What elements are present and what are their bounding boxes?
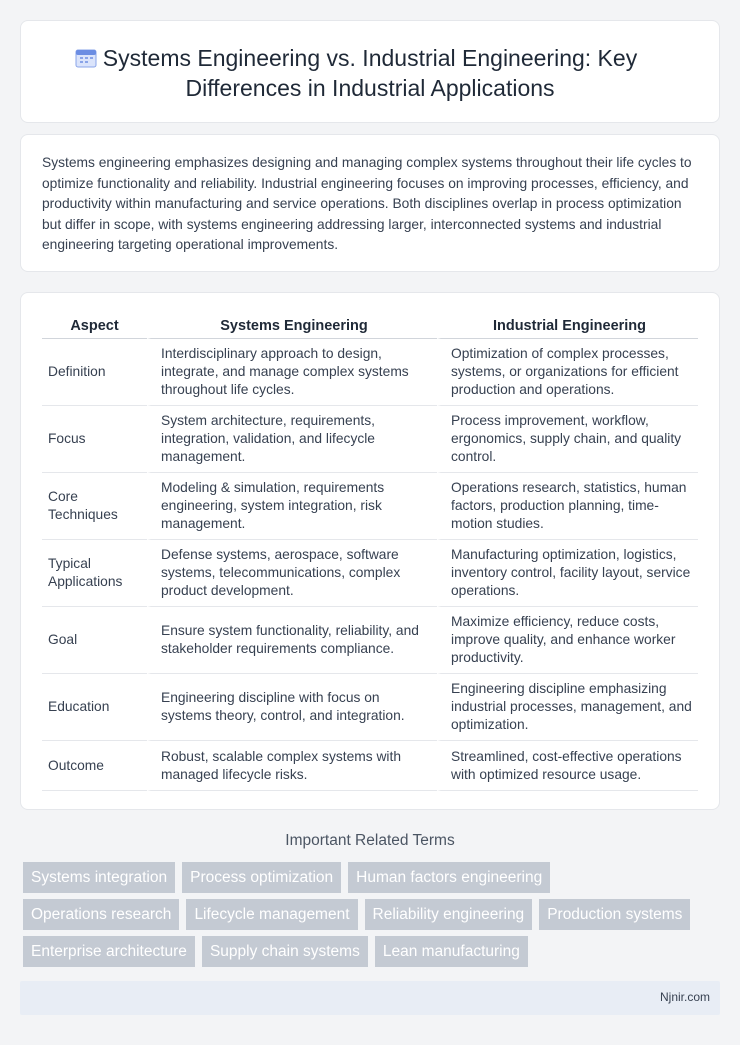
related-term-tag[interactable]: Operations research [23, 899, 179, 930]
related-term-tag[interactable]: Systems integration [23, 862, 175, 893]
related-term-tag[interactable]: Supply chain systems [202, 936, 368, 967]
intro-card [20, 134, 720, 272]
comparison-table [42, 313, 698, 791]
cell-aspect: Goal [42, 607, 147, 674]
cell-systems-engineering: Engineering discipline with focus on systems theory, control, and integration. [147, 674, 437, 741]
footer [20, 981, 720, 1015]
cell-systems-engineering: Robust, scalable complex systems with managed lifecycle risks. [147, 741, 437, 791]
related-term-tag[interactable]: Lifecycle management [186, 899, 357, 930]
related-term-tag[interactable]: Process optimization [182, 862, 341, 893]
related-term-tag[interactable]: Production systems [539, 899, 690, 930]
cell-aspect: Definition [42, 339, 147, 406]
page-title: Systems Engineering vs. Industrial Engineering: Key Differences in Industrial Applications [102, 45, 638, 101]
footer-site[interactable]: Njnir.com [659, 990, 710, 1004]
cell-aspect: Typical Applications [42, 540, 147, 607]
cell-aspect: Education [42, 674, 147, 741]
related-term-tag[interactable]: Enterprise architecture [23, 936, 195, 967]
cell-aspect: Focus [42, 406, 147, 473]
header-aspect: Aspect [42, 313, 147, 339]
cell-systems-engineering: Ensure system functionality, reliability, and stakeholder requirements compliance. [147, 607, 437, 674]
related-terms-title: Important Related Terms [285, 832, 455, 849]
intro-paragraph: Systems engineering emphasizes designing and managing complex systems throughout their life cycles to optimize functionality and reliability. Industrial engineering focuses on improving processes, efficiency, and productivity within manufacturing and service operations. Both disciplines overlap in process optimization but differ in scope, with systems engineering addressing larger, interconnected systems and industrial engineering targeting operational improvements. [42, 155, 692, 252]
title-card [20, 20, 720, 123]
header-systems-engineering: Systems Engineering [147, 313, 437, 339]
related-term-tag[interactable]: Lean manufacturing [375, 936, 528, 967]
table-row [42, 674, 698, 741]
cell-industrial-engineering: Process improvement, workflow, ergonomics, supply chain, and quality control. [437, 406, 698, 473]
cell-industrial-engineering: Optimization of complex processes, systems, or organizations for efficient production and operations. [437, 339, 698, 406]
cell-industrial-engineering: Operations research, statistics, human factors, production planning, time-motion studies. [437, 473, 698, 540]
tag-row [23, 862, 723, 893]
related-term-tag[interactable]: Reliability engineering [365, 899, 533, 930]
cell-industrial-engineering: Maximize efficiency, reduce costs, improve quality, and enhance worker productivity. [437, 607, 698, 674]
related-term-tag[interactable]: Human factors engineering [348, 862, 550, 893]
cell-systems-engineering: Modeling & simulation, requirements engineering, system integration, risk management. [147, 473, 437, 540]
related-terms-list [23, 862, 723, 973]
table-row [42, 741, 698, 791]
cell-systems-engineering: Interdisciplinary approach to design, integrate, and manage complex systems throughout life cycles. [147, 339, 437, 406]
tag-row [23, 899, 723, 930]
cell-industrial-engineering: Streamlined, cost-effective operations with optimized resource usage. [437, 741, 698, 791]
table-row [42, 339, 698, 406]
header-industrial-engineering: Industrial Engineering [437, 313, 698, 339]
cell-aspect: Core Techniques [42, 473, 147, 540]
table-row [42, 406, 698, 473]
cell-systems-engineering: Defense systems, aerospace, software systems, telecommunications, complex product development. [147, 540, 437, 607]
cell-industrial-engineering: Manufacturing optimization, logistics, inventory control, facility layout, service operations. [437, 540, 698, 607]
comparison-card [20, 292, 720, 810]
table-row [42, 540, 698, 607]
table-header-row [42, 313, 698, 339]
table-row [42, 607, 698, 674]
cell-industrial-engineering: Engineering discipline emphasizing industrial processes, management, and optimization. [437, 674, 698, 741]
tag-row [23, 936, 723, 967]
cell-aspect: Outcome [42, 741, 147, 791]
cell-systems-engineering: System architecture, requirements, integration, validation, and lifecycle management. [147, 406, 437, 473]
table-row [42, 473, 698, 540]
